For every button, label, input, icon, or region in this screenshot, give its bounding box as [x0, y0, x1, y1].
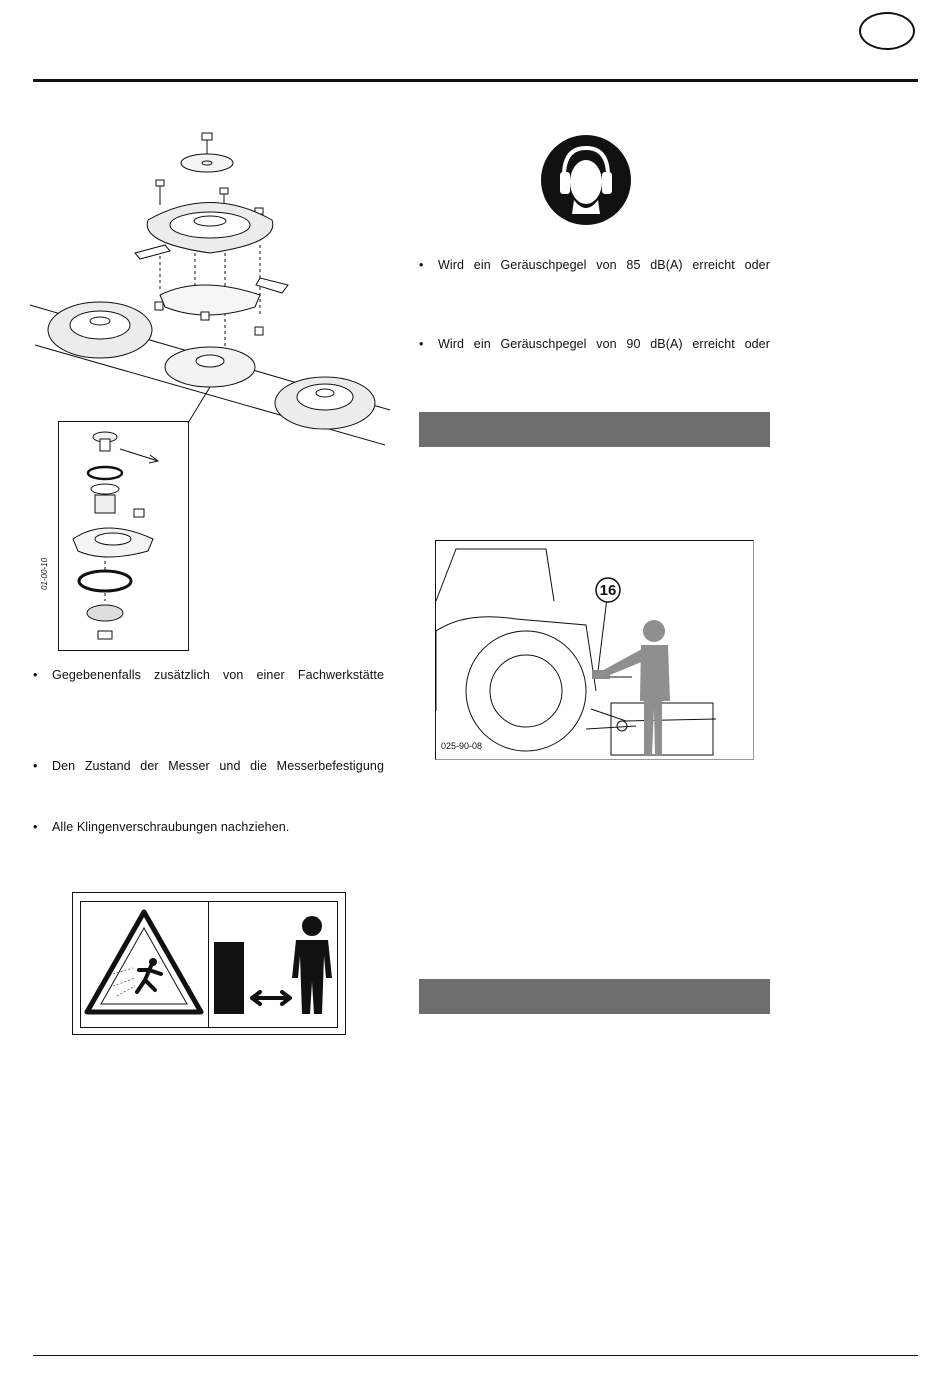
section-heading-bar-1: [419, 412, 770, 447]
footer-rule: [33, 1355, 918, 1356]
left-bullet-2-text: Den Zustand der Messer und die Messerbefestigung: [52, 759, 384, 773]
figure-code-tractor: 025-90-08: [441, 741, 483, 751]
right-bullet-2-text: Wird ein Geräuschpegel von 90 dB(A) erreicht oder: [438, 337, 770, 351]
tractor-callout-number: 16: [599, 582, 617, 599]
keep-distance-icon: [212, 912, 336, 1016]
flying-debris-warning-icon: [83, 908, 205, 1018]
inset-bearing-detail: [58, 421, 189, 651]
mower-disc-exploded-diagram: [30, 125, 390, 455]
figure-code-mower: 01-00-10: [40, 557, 49, 590]
ear-protection-icon: [540, 134, 632, 226]
header-rule: [33, 79, 918, 82]
tractor-lever-diagram: [436, 541, 753, 759]
left-bullet-1: • Gegebenenfalls zusätzlich von einer Fachwerkstätte: [33, 668, 384, 682]
right-bullet-1-text: Wird ein Geräuschpegel von 85 dB(A) erreicht oder: [438, 258, 770, 272]
left-bullet-1-text: Gegebenenfalls zusätzlich von einer Fachwerkstätte: [52, 668, 384, 682]
right-bullet-1: • Wird ein Geräuschpegel von 85 dB(A) erreicht oder: [419, 258, 770, 272]
language-badge: [859, 12, 915, 50]
right-bullet-2: • Wird ein Geräuschpegel von 90 dB(A) erreicht oder: [419, 337, 770, 351]
section-heading-bar-2: [419, 979, 770, 1014]
warning-label-divider: [208, 901, 209, 1028]
left-bullet-3: • Alle Klingenverschraubungen nachziehen.: [33, 820, 290, 834]
left-bullet-2: • Den Zustand der Messer und die Messerbefestigung: [33, 759, 384, 773]
left-bullet-3-text: Alle Klingenverschraubungen nachziehen.: [52, 820, 290, 834]
